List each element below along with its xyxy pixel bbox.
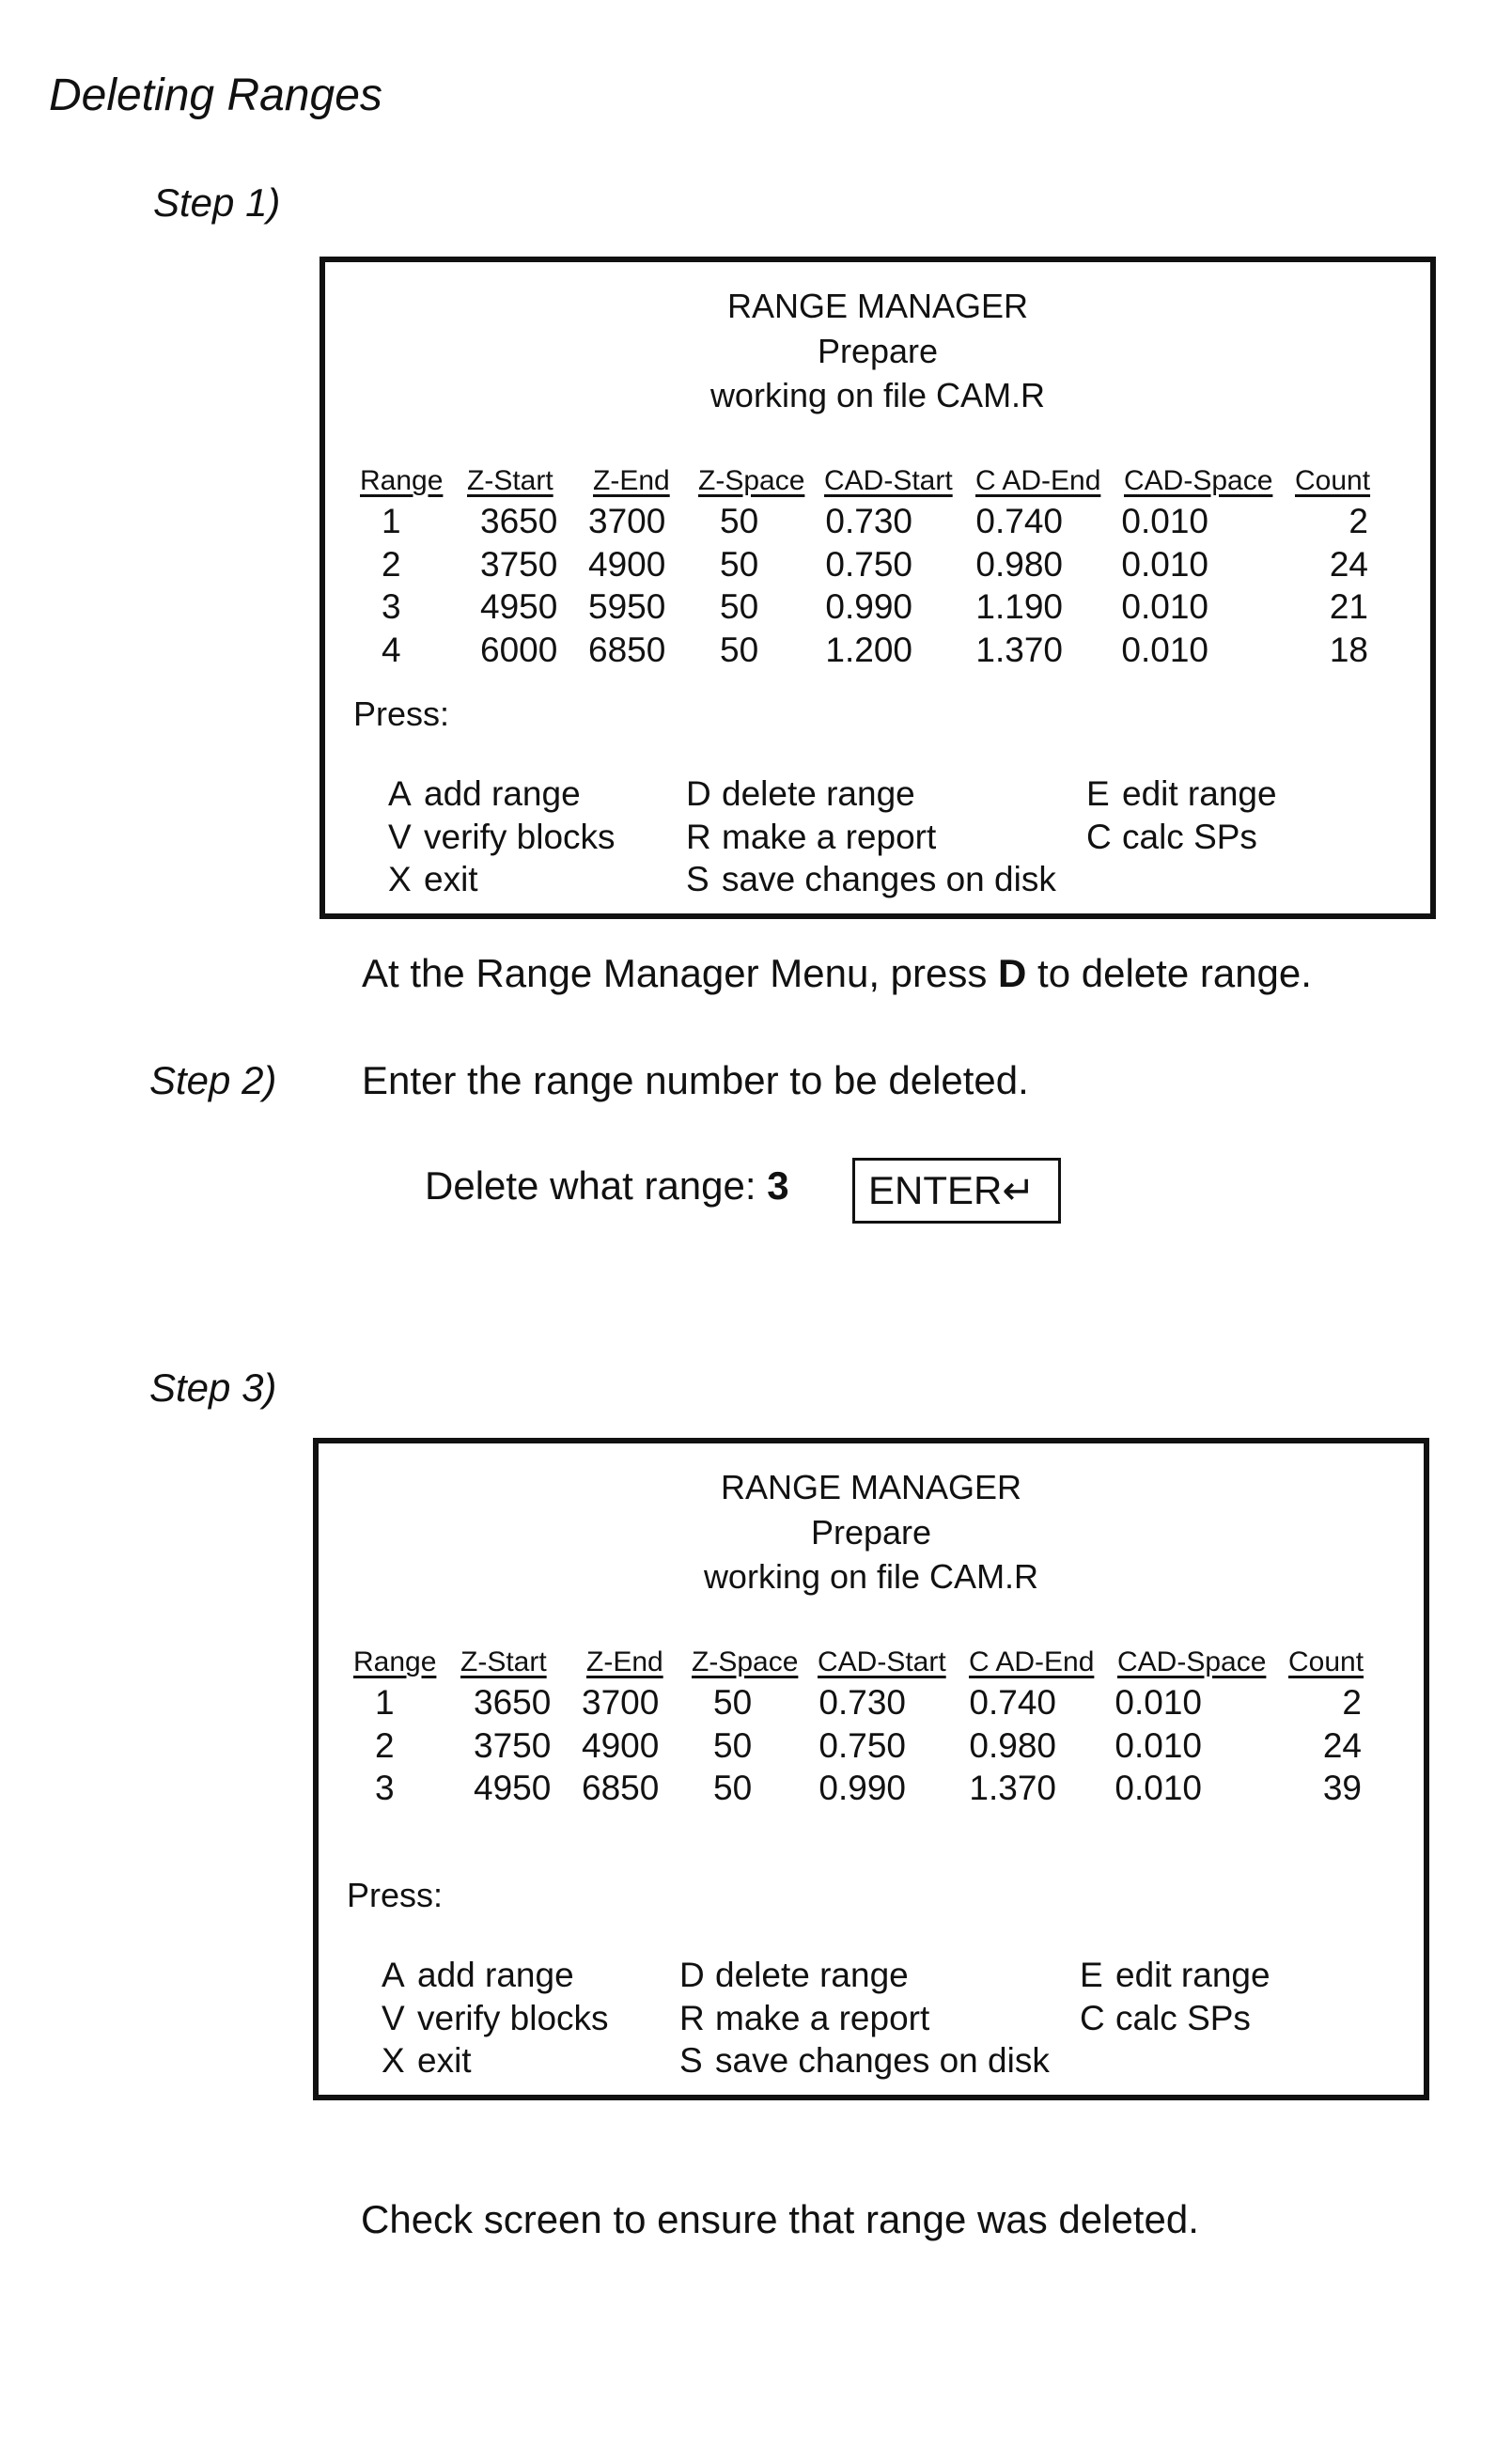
prompt-text: Delete what range:: [425, 1163, 767, 1208]
menu-label: add range: [424, 774, 581, 813]
table-cell: 0.740: [959, 502, 1063, 541]
range-manager-screen-before: [320, 257, 1436, 919]
table-cell: 4900: [582, 1726, 659, 1766]
menu-item: [679, 2041, 1050, 2081]
range-manager-screen-after: [313, 1438, 1429, 2100]
menu-label: verify blocks: [417, 1999, 609, 2037]
enter-key: ENTER↵: [852, 1158, 1061, 1224]
menu-label: verify blocks: [424, 818, 616, 856]
menu-label: delete range: [722, 774, 915, 813]
menu-item: [679, 1956, 909, 1995]
table-cell: 0.990: [809, 587, 912, 627]
menu-key: S: [679, 2041, 715, 2081]
column-header: CAD-Start: [824, 465, 953, 497]
table-cell: 1.370: [953, 1769, 1056, 1808]
press-label: Press:: [353, 694, 449, 734]
menu-item: [686, 774, 915, 814]
screen-heading: RANGE MANAGER: [325, 287, 1430, 326]
table-cell: 0.730: [809, 502, 912, 541]
table-cell: 1.200: [809, 631, 912, 670]
step-3-caption: Check screen to ensure that range was deleted.: [361, 2197, 1199, 2242]
menu-item: [382, 1956, 574, 1995]
table-cell: 50: [720, 502, 758, 541]
table-cell: 50: [720, 587, 758, 627]
table-cell: 4900: [588, 545, 665, 585]
table-cell: 21: [1265, 587, 1368, 627]
menu-label: delete range: [715, 1956, 909, 1994]
table-cell: 0.010: [1105, 545, 1208, 585]
menu-label: save changes on disk: [722, 860, 1056, 898]
menu-label: save changes on disk: [715, 2041, 1050, 2080]
table-cell: 6850: [588, 631, 665, 670]
column-header: Z-Space: [692, 1646, 798, 1678]
page-title: Deleting Ranges: [49, 70, 382, 121]
menu-label: calc SPs: [1115, 1999, 1251, 2037]
menu-key: X: [388, 860, 424, 899]
table-cell: 0.980: [953, 1726, 1056, 1766]
table-cell: 3: [375, 1769, 395, 1808]
column-header: CAD-Space: [1124, 465, 1272, 497]
prompt-value: 3: [767, 1163, 788, 1208]
table-cell: 0.750: [803, 1726, 906, 1766]
menu-item: [382, 2041, 472, 2081]
table-cell: 39: [1258, 1769, 1362, 1808]
column-header: Z-Space: [698, 465, 804, 497]
menu-key: D: [679, 1956, 715, 1995]
table-cell: 4950: [474, 1769, 551, 1808]
screen-file-line: working on file CAM.R: [319, 1557, 1424, 1597]
menu-item: [686, 818, 936, 857]
menu-item: [388, 818, 616, 857]
table-cell: 24: [1258, 1726, 1362, 1766]
menu-key: C: [1080, 1999, 1115, 2038]
table-cell: 1.370: [959, 631, 1063, 670]
menu-item: [382, 1999, 609, 2038]
table-cell: 0.750: [809, 545, 912, 585]
screen-subheading: Prepare: [319, 1513, 1424, 1552]
caption-text: At the Range Manager Menu, press: [362, 951, 998, 995]
column-header: CAD-Start: [818, 1646, 946, 1678]
table-cell: 0.010: [1099, 1726, 1202, 1766]
table-cell: 0.010: [1099, 1683, 1202, 1723]
table-cell: 18: [1265, 631, 1368, 670]
menu-label: calc SPs: [1122, 818, 1257, 856]
table-cell: 50: [713, 1683, 752, 1723]
menu-label: exit: [417, 2041, 472, 2080]
screen-file-line: working on file CAM.R: [325, 376, 1430, 415]
table-cell: 6000: [480, 631, 557, 670]
table-cell: 2: [375, 1726, 395, 1766]
menu-key: R: [686, 818, 722, 857]
table-cell: 0.010: [1105, 631, 1208, 670]
table-cell: 0.730: [803, 1683, 906, 1723]
table-cell: 50: [720, 631, 758, 670]
column-header: Z-Start: [467, 465, 553, 497]
caption-key: D: [998, 951, 1026, 995]
column-header: Z-End: [593, 465, 670, 497]
column-header: CAD-Space: [1117, 1646, 1266, 1678]
menu-item: [388, 860, 478, 899]
step-1-caption: [362, 951, 1312, 996]
menu-key: D: [686, 774, 722, 814]
column-header: Z-Start: [460, 1646, 547, 1678]
press-label: Press:: [347, 1876, 443, 1915]
table-cell: 3750: [480, 545, 557, 585]
column-header: Count: [1295, 465, 1370, 497]
table-cell: 50: [713, 1726, 752, 1766]
table-cell: 4950: [480, 587, 557, 627]
table-cell: 0.010: [1105, 502, 1208, 541]
table-cell: 3: [382, 587, 401, 627]
step-2-label: Step 2): [149, 1058, 276, 1103]
column-header: Count: [1288, 1646, 1364, 1678]
table-cell: 3750: [474, 1726, 551, 1766]
column-header: C AD-End: [975, 465, 1100, 497]
menu-key: C: [1086, 818, 1122, 857]
menu-key: A: [388, 774, 424, 814]
menu-label: edit range: [1115, 1956, 1270, 1994]
screen-subheading: Prepare: [325, 332, 1430, 371]
table-cell: 2: [382, 545, 401, 585]
table-cell: 3700: [588, 502, 665, 541]
table-cell: 1: [382, 502, 401, 541]
menu-item: [1080, 1956, 1270, 1995]
menu-item: [686, 860, 1056, 899]
menu-label: make a report: [715, 1999, 929, 2037]
table-cell: 0.010: [1099, 1769, 1202, 1808]
table-cell: 3650: [480, 502, 557, 541]
step-3-label: Step 3): [149, 1365, 276, 1411]
column-header: C AD-End: [969, 1646, 1094, 1678]
menu-label: edit range: [1122, 774, 1277, 813]
menu-key: A: [382, 1956, 417, 1995]
table-cell: 0.990: [803, 1769, 906, 1808]
menu-key: E: [1080, 1956, 1115, 1995]
menu-label: exit: [424, 860, 478, 898]
column-header: Range: [353, 1646, 436, 1678]
table-cell: 5950: [588, 587, 665, 627]
table-cell: 6850: [582, 1769, 659, 1808]
table-cell: 1: [375, 1683, 395, 1723]
menu-item: [388, 774, 581, 814]
caption-text-end: to delete range.: [1026, 951, 1312, 995]
menu-label: make a report: [722, 818, 936, 856]
delete-prompt: [425, 1163, 789, 1209]
column-header: Range: [360, 465, 443, 497]
menu-item: [679, 1999, 929, 2038]
table-cell: 2: [1265, 502, 1368, 541]
menu-key: E: [1086, 774, 1122, 814]
menu-item: [1086, 774, 1277, 814]
table-cell: 0.740: [953, 1683, 1056, 1723]
menu-label: add range: [417, 1956, 574, 1994]
screen-heading: RANGE MANAGER: [319, 1468, 1424, 1507]
menu-key: S: [686, 860, 722, 899]
table-cell: 3700: [582, 1683, 659, 1723]
table-cell: 50: [720, 545, 758, 585]
menu-key: V: [382, 1999, 417, 2038]
step-2-instruction: Enter the range number to be deleted.: [362, 1058, 1029, 1103]
table-cell: 3650: [474, 1683, 551, 1723]
menu-key: X: [382, 2041, 417, 2081]
step-1-label: Step 1): [153, 180, 280, 226]
table-cell: 4: [382, 631, 401, 670]
menu-key: V: [388, 818, 424, 857]
table-cell: 2: [1258, 1683, 1362, 1723]
table-cell: 50: [713, 1769, 752, 1808]
table-cell: 1.190: [959, 587, 1063, 627]
menu-key: R: [679, 1999, 715, 2038]
table-cell: 0.980: [959, 545, 1063, 585]
menu-item: [1080, 1999, 1251, 2038]
menu-item: [1086, 818, 1257, 857]
column-header: Z-End: [586, 1646, 663, 1678]
table-cell: 24: [1265, 545, 1368, 585]
table-cell: 0.010: [1105, 587, 1208, 627]
